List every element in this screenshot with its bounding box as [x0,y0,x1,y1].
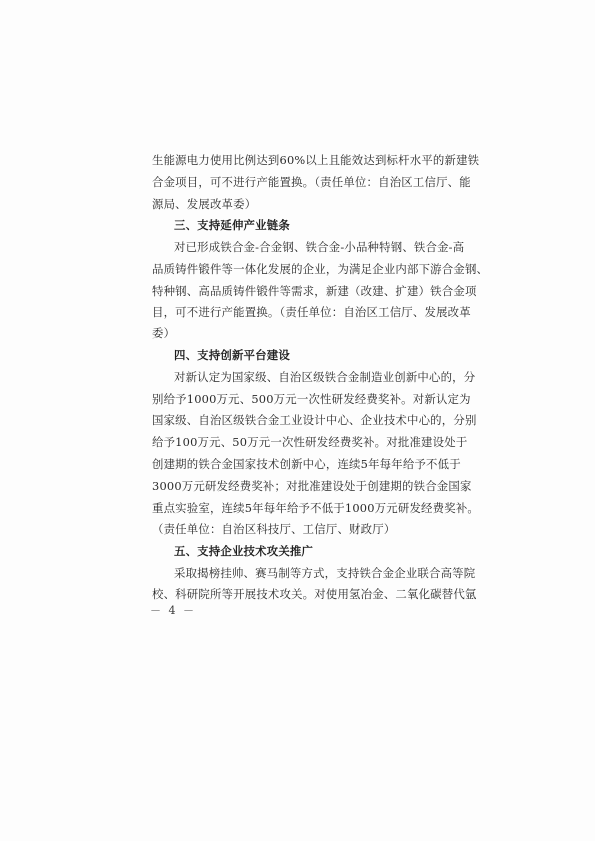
paragraph-line: 特种钢、高品质铸件锻件等需求，新建（改建、扩建）铁合金项 [152,284,477,298]
paragraph-line: 重点实验室，连续5年每年给予不低于1000万元研发经费奖补。 [152,501,480,515]
paragraph-line: 校、科研院所等开展技术攻关。对使用氢冶金、二氧化碳替代氩 [152,587,477,601]
paragraph-line: 源局、发展改革委） [152,197,257,211]
paragraph-line: 目，可不进行产能置换。（责任单位：自治区工信厅、发展改革 [152,305,471,319]
paragraph-line: 对新认定为国家级、自治区级铁合金制造业创新中心的，分 [174,370,476,384]
paragraph-line: 合金项目，可不进行产能置换。（责任单位：自治区工信厅、能 [152,175,471,189]
paragraph-line: 创建期的铁合金国家技术创新中心，连续5年每年给予不低于 [152,457,461,471]
section-heading: 三、支持延伸产业链条 [174,218,290,232]
paragraph-line: 3000万元研发经费奖补；对批准建设处于创建期的铁合金国家 [152,479,472,493]
paragraph-line: 别给予1000万元、500万元一次性研发经费奖补。对新认定为 [152,392,471,406]
paragraph-line: 采取揭榜挂帅、赛马制等方式，支持铁合金企业联合高等院 [174,566,476,580]
paragraph-line: 对已形成铁合金-合金钢、铁合金-小品种特钢、铁合金-高 [174,240,465,254]
paragraph-line: （责任单位：自治区科技厅、工信厅、财政厅） [152,522,396,536]
section-heading: 四、支持创新平台建设 [174,348,290,362]
section-heading: 五、支持企业技术攻关推广 [174,544,314,558]
paragraph-line: 国家级、自治区级铁合金工业设计中心、企业技术中心的，分别 [152,413,477,427]
paragraph-line: 给予100万元、50万元一次性研发经费奖补。对批准建设处于 [152,435,468,449]
paragraph-line: 生能源电力使用比例达到60%以上且能效达到标杆水平的新建铁 [152,153,480,167]
paragraph-line: 委） [152,326,176,340]
paragraph-line: 品质铸件锻件等一体化发展的企业，为满足企业内部下游合金钢、 [152,262,489,276]
page-number: － 4 － [150,604,196,617]
